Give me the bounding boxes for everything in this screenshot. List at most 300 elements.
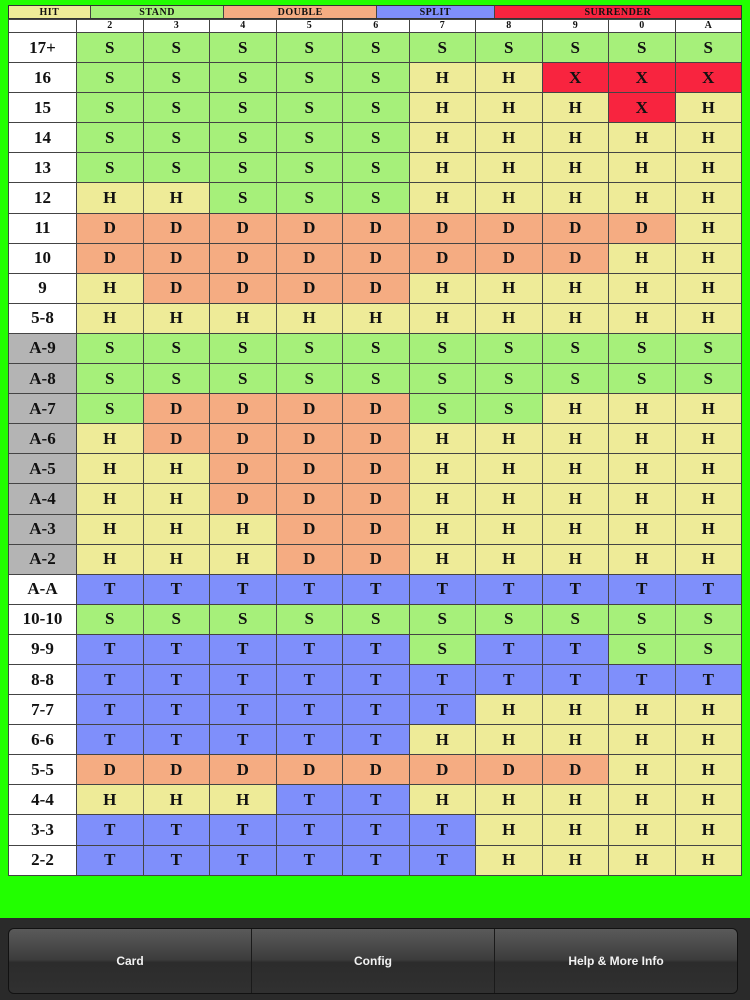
action-cell: H bbox=[77, 273, 144, 303]
action-cell: H bbox=[77, 454, 144, 484]
action-cell: H bbox=[675, 424, 742, 454]
table-row bbox=[9, 424, 742, 454]
action-cell: D bbox=[343, 273, 410, 303]
action-cell: D bbox=[343, 213, 410, 243]
action-cell: T bbox=[276, 574, 343, 604]
action-cell: S bbox=[276, 123, 343, 153]
action-cell: H bbox=[409, 153, 476, 183]
action-cell: H bbox=[609, 123, 676, 153]
action-cell: H bbox=[609, 845, 676, 875]
action-cell: S bbox=[476, 33, 543, 63]
player-hand-label: A-3 bbox=[9, 514, 77, 544]
action-cell: D bbox=[409, 213, 476, 243]
action-cell: T bbox=[77, 634, 144, 664]
action-cell: H bbox=[476, 303, 543, 333]
action-cell: T bbox=[143, 664, 210, 694]
action-cell: H bbox=[210, 514, 277, 544]
action-cell: T bbox=[143, 695, 210, 725]
action-cell: T bbox=[409, 695, 476, 725]
action-cell: D bbox=[276, 273, 343, 303]
action-cell: H bbox=[476, 845, 543, 875]
action-cell: S bbox=[542, 364, 609, 394]
action-cell: S bbox=[210, 33, 277, 63]
action-cell: T bbox=[409, 664, 476, 694]
action-cell: T bbox=[77, 664, 144, 694]
tab-config[interactable]: Config bbox=[252, 929, 495, 993]
action-cell: S bbox=[609, 33, 676, 63]
player-hand-label: A-4 bbox=[9, 484, 77, 514]
action-cell: H bbox=[77, 183, 144, 213]
table-row bbox=[9, 634, 742, 664]
action-cell: S bbox=[476, 394, 543, 424]
table-row bbox=[9, 213, 742, 243]
action-cell: S bbox=[675, 33, 742, 63]
player-hand-label: 5-8 bbox=[9, 303, 77, 333]
action-cell: H bbox=[409, 93, 476, 123]
action-cell: H bbox=[675, 454, 742, 484]
action-cell: T bbox=[143, 574, 210, 604]
tab-bar bbox=[8, 928, 738, 994]
action-cell: H bbox=[609, 454, 676, 484]
action-cell: H bbox=[476, 815, 543, 845]
action-cell: S bbox=[476, 604, 543, 634]
action-cell: H bbox=[675, 394, 742, 424]
action-cell: H bbox=[675, 183, 742, 213]
action-cell: D bbox=[343, 394, 410, 424]
action-cell: S bbox=[77, 93, 144, 123]
player-hand-label: 13 bbox=[9, 153, 77, 183]
table-row bbox=[9, 243, 742, 273]
action-cell: S bbox=[143, 604, 210, 634]
table-row bbox=[9, 845, 742, 875]
action-cell: T bbox=[276, 664, 343, 694]
action-cell: T bbox=[409, 845, 476, 875]
action-cell: D bbox=[143, 394, 210, 424]
dealer-card-7: 7 bbox=[409, 20, 476, 33]
action-cell: H bbox=[675, 484, 742, 514]
action-cell: T bbox=[77, 845, 144, 875]
action-cell: H bbox=[409, 273, 476, 303]
action-cell: T bbox=[609, 664, 676, 694]
action-cell: H bbox=[409, 183, 476, 213]
action-cell: D bbox=[542, 213, 609, 243]
action-cell: T bbox=[210, 634, 277, 664]
action-cell: H bbox=[542, 454, 609, 484]
table-row bbox=[9, 695, 742, 725]
action-cell: T bbox=[210, 725, 277, 755]
action-cell: H bbox=[210, 785, 277, 815]
action-cell: H bbox=[476, 725, 543, 755]
action-cell: D bbox=[210, 454, 277, 484]
action-cell: H bbox=[609, 785, 676, 815]
action-cell: H bbox=[409, 484, 476, 514]
table-row bbox=[9, 664, 742, 694]
action-cell: D bbox=[210, 424, 277, 454]
action-cell: D bbox=[542, 755, 609, 785]
action-cell: S bbox=[343, 63, 410, 93]
action-cell: D bbox=[476, 243, 543, 273]
action-cell: H bbox=[609, 243, 676, 273]
action-cell: T bbox=[276, 634, 343, 664]
action-cell: H bbox=[476, 544, 543, 574]
action-cell: H bbox=[476, 785, 543, 815]
table-row bbox=[9, 93, 742, 123]
action-cell: S bbox=[210, 153, 277, 183]
table-row bbox=[9, 123, 742, 153]
action-cell: D bbox=[276, 394, 343, 424]
table-row bbox=[9, 755, 742, 785]
action-cell: H bbox=[476, 695, 543, 725]
action-cell: T bbox=[143, 845, 210, 875]
action-cell: S bbox=[409, 364, 476, 394]
action-cell: H bbox=[476, 514, 543, 544]
action-cell: T bbox=[210, 574, 277, 604]
action-cell: H bbox=[609, 183, 676, 213]
action-cell: H bbox=[542, 183, 609, 213]
action-cell: T bbox=[542, 664, 609, 694]
player-hand-label: 4-4 bbox=[9, 785, 77, 815]
player-hand-label: 17+ bbox=[9, 33, 77, 63]
action-cell: T bbox=[476, 574, 543, 604]
action-cell: H bbox=[542, 544, 609, 574]
action-cell: S bbox=[276, 153, 343, 183]
action-cell: H bbox=[675, 815, 742, 845]
action-cell: T bbox=[77, 574, 144, 604]
action-cell: S bbox=[609, 604, 676, 634]
legend-double: DOUBLE bbox=[224, 6, 377, 18]
action-cell: H bbox=[409, 725, 476, 755]
action-cell: D bbox=[542, 243, 609, 273]
action-cell: T bbox=[675, 574, 742, 604]
action-cell: T bbox=[77, 815, 144, 845]
action-cell: H bbox=[77, 514, 144, 544]
action-cell: S bbox=[542, 604, 609, 634]
action-cell: H bbox=[675, 213, 742, 243]
action-cell: D bbox=[276, 424, 343, 454]
action-cell: H bbox=[409, 424, 476, 454]
action-cell: D bbox=[476, 213, 543, 243]
action-cell: H bbox=[276, 303, 343, 333]
action-cell: H bbox=[409, 514, 476, 544]
action-cell: D bbox=[476, 755, 543, 785]
action-cell: S bbox=[143, 123, 210, 153]
player-hand-label: A-A bbox=[9, 574, 77, 604]
action-cell: S bbox=[343, 183, 410, 213]
action-cell: S bbox=[210, 63, 277, 93]
action-cell: H bbox=[77, 424, 144, 454]
player-hand-label: 10-10 bbox=[9, 604, 77, 634]
action-cell: H bbox=[143, 514, 210, 544]
action-cell: S bbox=[343, 364, 410, 394]
action-cell: H bbox=[476, 484, 543, 514]
table-row bbox=[9, 394, 742, 424]
action-cell: H bbox=[609, 303, 676, 333]
table-row bbox=[9, 333, 742, 363]
player-hand-label: 8-8 bbox=[9, 664, 77, 694]
action-cell: D bbox=[77, 755, 144, 785]
action-cell: H bbox=[609, 815, 676, 845]
action-cell: H bbox=[609, 725, 676, 755]
action-cell: H bbox=[675, 243, 742, 273]
action-cell: D bbox=[409, 243, 476, 273]
action-cell: H bbox=[542, 514, 609, 544]
action-cell: H bbox=[609, 695, 676, 725]
action-cell: D bbox=[343, 454, 410, 484]
action-cell: H bbox=[476, 153, 543, 183]
action-cell: S bbox=[343, 93, 410, 123]
action-cell: H bbox=[143, 785, 210, 815]
action-cell: T bbox=[343, 725, 410, 755]
action-cell: H bbox=[675, 123, 742, 153]
action-cell: D bbox=[210, 243, 277, 273]
action-cell: D bbox=[343, 484, 410, 514]
legend-hit: HIT bbox=[9, 6, 91, 18]
action-cell: D bbox=[276, 484, 343, 514]
action-cell: T bbox=[542, 634, 609, 664]
action-cell: H bbox=[609, 153, 676, 183]
action-cell: S bbox=[343, 333, 410, 363]
action-cell: H bbox=[542, 394, 609, 424]
action-cell: D bbox=[210, 484, 277, 514]
action-cell: H bbox=[675, 93, 742, 123]
action-cell: S bbox=[609, 634, 676, 664]
action-cell: H bbox=[542, 303, 609, 333]
action-cell: H bbox=[609, 484, 676, 514]
player-hand-label: 11 bbox=[9, 213, 77, 243]
action-cell: T bbox=[409, 815, 476, 845]
action-cell: S bbox=[210, 333, 277, 363]
action-cell: S bbox=[343, 153, 410, 183]
action-cell: T bbox=[210, 695, 277, 725]
player-hand-label: A-2 bbox=[9, 544, 77, 574]
action-cell: H bbox=[675, 755, 742, 785]
action-cell: H bbox=[542, 153, 609, 183]
action-cell: H bbox=[409, 123, 476, 153]
action-cell: H bbox=[609, 394, 676, 424]
action-cell: S bbox=[675, 364, 742, 394]
action-cell: T bbox=[476, 664, 543, 694]
player-hand-label: 15 bbox=[9, 93, 77, 123]
player-hand-label: A-8 bbox=[9, 364, 77, 394]
table-row bbox=[9, 725, 742, 755]
action-cell: T bbox=[143, 815, 210, 845]
action-cell: T bbox=[210, 664, 277, 694]
action-cell: T bbox=[476, 634, 543, 664]
action-cell: H bbox=[542, 273, 609, 303]
action-cell: H bbox=[542, 424, 609, 454]
action-cell: H bbox=[409, 63, 476, 93]
action-cell: D bbox=[343, 544, 410, 574]
action-cell: T bbox=[343, 634, 410, 664]
action-cell: S bbox=[210, 183, 277, 213]
action-cell: S bbox=[542, 33, 609, 63]
action-cell: H bbox=[409, 544, 476, 574]
action-cell: X bbox=[675, 63, 742, 93]
action-cell: H bbox=[476, 183, 543, 213]
action-cell: T bbox=[143, 725, 210, 755]
strategy-table bbox=[8, 19, 742, 876]
action-cell: S bbox=[210, 364, 277, 394]
action-cell: S bbox=[210, 123, 277, 153]
action-cell: H bbox=[143, 183, 210, 213]
action-cell: S bbox=[675, 604, 742, 634]
player-hand-label: 5-5 bbox=[9, 755, 77, 785]
action-cell: H bbox=[609, 755, 676, 785]
dealer-card-3: 3 bbox=[143, 20, 210, 33]
action-cell: S bbox=[77, 123, 144, 153]
action-cell: S bbox=[409, 604, 476, 634]
action-cell: H bbox=[675, 785, 742, 815]
action-cell: S bbox=[77, 604, 144, 634]
action-cell: S bbox=[675, 333, 742, 363]
player-hand-label: A-9 bbox=[9, 333, 77, 363]
player-hand-label: 3-3 bbox=[9, 815, 77, 845]
action-cell: T bbox=[542, 574, 609, 604]
action-cell: H bbox=[542, 845, 609, 875]
action-cell: S bbox=[409, 634, 476, 664]
action-cell: H bbox=[143, 303, 210, 333]
action-cell: H bbox=[77, 303, 144, 333]
player-hand-label: A-7 bbox=[9, 394, 77, 424]
player-hand-label: 9 bbox=[9, 273, 77, 303]
action-cell: T bbox=[77, 695, 144, 725]
action-cell: H bbox=[542, 123, 609, 153]
action-cell: H bbox=[542, 93, 609, 123]
action-cell: T bbox=[409, 574, 476, 604]
dealer-card-0: 0 bbox=[609, 20, 676, 33]
table-row bbox=[9, 785, 742, 815]
action-cell: D bbox=[143, 213, 210, 243]
action-cell: S bbox=[609, 364, 676, 394]
action-cell: S bbox=[343, 604, 410, 634]
dealer-card-2: 2 bbox=[77, 20, 144, 33]
player-hand-label: 12 bbox=[9, 183, 77, 213]
action-cell: D bbox=[210, 394, 277, 424]
action-cell: H bbox=[542, 725, 609, 755]
action-cell: H bbox=[143, 484, 210, 514]
action-cell: T bbox=[210, 815, 277, 845]
table-row bbox=[9, 153, 742, 183]
action-cell: H bbox=[343, 303, 410, 333]
action-cell: S bbox=[77, 333, 144, 363]
action-cell: S bbox=[276, 364, 343, 394]
action-cell: T bbox=[276, 725, 343, 755]
table-row bbox=[9, 544, 742, 574]
action-cell: S bbox=[276, 33, 343, 63]
table-row bbox=[9, 63, 742, 93]
action-cell: X bbox=[542, 63, 609, 93]
action-cell: H bbox=[143, 544, 210, 574]
action-cell: H bbox=[609, 424, 676, 454]
action-cell: D bbox=[143, 755, 210, 785]
action-cell: S bbox=[276, 604, 343, 634]
action-cell: D bbox=[210, 213, 277, 243]
action-cell: D bbox=[143, 424, 210, 454]
action-cell: S bbox=[77, 394, 144, 424]
action-cell: S bbox=[143, 33, 210, 63]
table-row bbox=[9, 364, 742, 394]
player-hand-label: 7-7 bbox=[9, 695, 77, 725]
action-cell: D bbox=[210, 755, 277, 785]
action-cell: H bbox=[542, 785, 609, 815]
dealer-card-9: 9 bbox=[542, 20, 609, 33]
table-row bbox=[9, 484, 742, 514]
table-row bbox=[9, 33, 742, 63]
action-cell: H bbox=[409, 454, 476, 484]
action-cell: S bbox=[77, 153, 144, 183]
action-cell: H bbox=[210, 303, 277, 333]
action-cell: H bbox=[476, 123, 543, 153]
player-hand-label: A-6 bbox=[9, 424, 77, 454]
action-cell: T bbox=[77, 725, 144, 755]
action-cell: H bbox=[675, 153, 742, 183]
action-cell: X bbox=[609, 63, 676, 93]
action-cell: D bbox=[409, 755, 476, 785]
player-hand-label: A-5 bbox=[9, 454, 77, 484]
action-cell: S bbox=[675, 634, 742, 664]
action-cell: T bbox=[143, 634, 210, 664]
action-cell: S bbox=[143, 93, 210, 123]
action-cell: T bbox=[343, 664, 410, 694]
action-cell: D bbox=[77, 213, 144, 243]
player-hand-label: 9-9 bbox=[9, 634, 77, 664]
action-cell: H bbox=[409, 303, 476, 333]
action-cell: S bbox=[77, 63, 144, 93]
action-cell: T bbox=[276, 695, 343, 725]
action-cell: H bbox=[77, 484, 144, 514]
action-cell: D bbox=[343, 243, 410, 273]
action-cell: S bbox=[276, 63, 343, 93]
dealer-card-header-row bbox=[9, 20, 742, 33]
action-cell: H bbox=[409, 785, 476, 815]
action-cell: D bbox=[343, 514, 410, 544]
legend-split: SPLIT bbox=[377, 6, 495, 18]
action-cell: S bbox=[409, 33, 476, 63]
action-cell: T bbox=[343, 815, 410, 845]
action-cell: H bbox=[542, 695, 609, 725]
action-cell: D bbox=[77, 243, 144, 273]
action-cell: S bbox=[276, 333, 343, 363]
action-cell: H bbox=[609, 514, 676, 544]
action-cell: T bbox=[343, 574, 410, 604]
action-cell: H bbox=[675, 514, 742, 544]
action-cell: T bbox=[343, 695, 410, 725]
action-cell: H bbox=[77, 544, 144, 574]
action-cell: H bbox=[476, 273, 543, 303]
table-row bbox=[9, 604, 742, 634]
action-cell: D bbox=[210, 273, 277, 303]
action-cell: S bbox=[77, 364, 144, 394]
action-cell: S bbox=[143, 333, 210, 363]
action-cell: S bbox=[343, 33, 410, 63]
table-row bbox=[9, 454, 742, 484]
table-row bbox=[9, 183, 742, 213]
table-row bbox=[9, 303, 742, 333]
action-cell: S bbox=[210, 93, 277, 123]
action-cell: D bbox=[276, 544, 343, 574]
tab-card[interactable]: Card bbox=[9, 929, 252, 993]
action-cell: T bbox=[609, 574, 676, 604]
action-cell: D bbox=[276, 514, 343, 544]
player-hand-label: 14 bbox=[9, 123, 77, 153]
action-cell: S bbox=[542, 333, 609, 363]
action-cell: H bbox=[675, 303, 742, 333]
action-cell: H bbox=[609, 544, 676, 574]
player-hand-label: 16 bbox=[9, 63, 77, 93]
action-cell: D bbox=[276, 454, 343, 484]
action-cell: T bbox=[675, 664, 742, 694]
tab-help[interactable]: Help & More Info bbox=[495, 929, 737, 993]
